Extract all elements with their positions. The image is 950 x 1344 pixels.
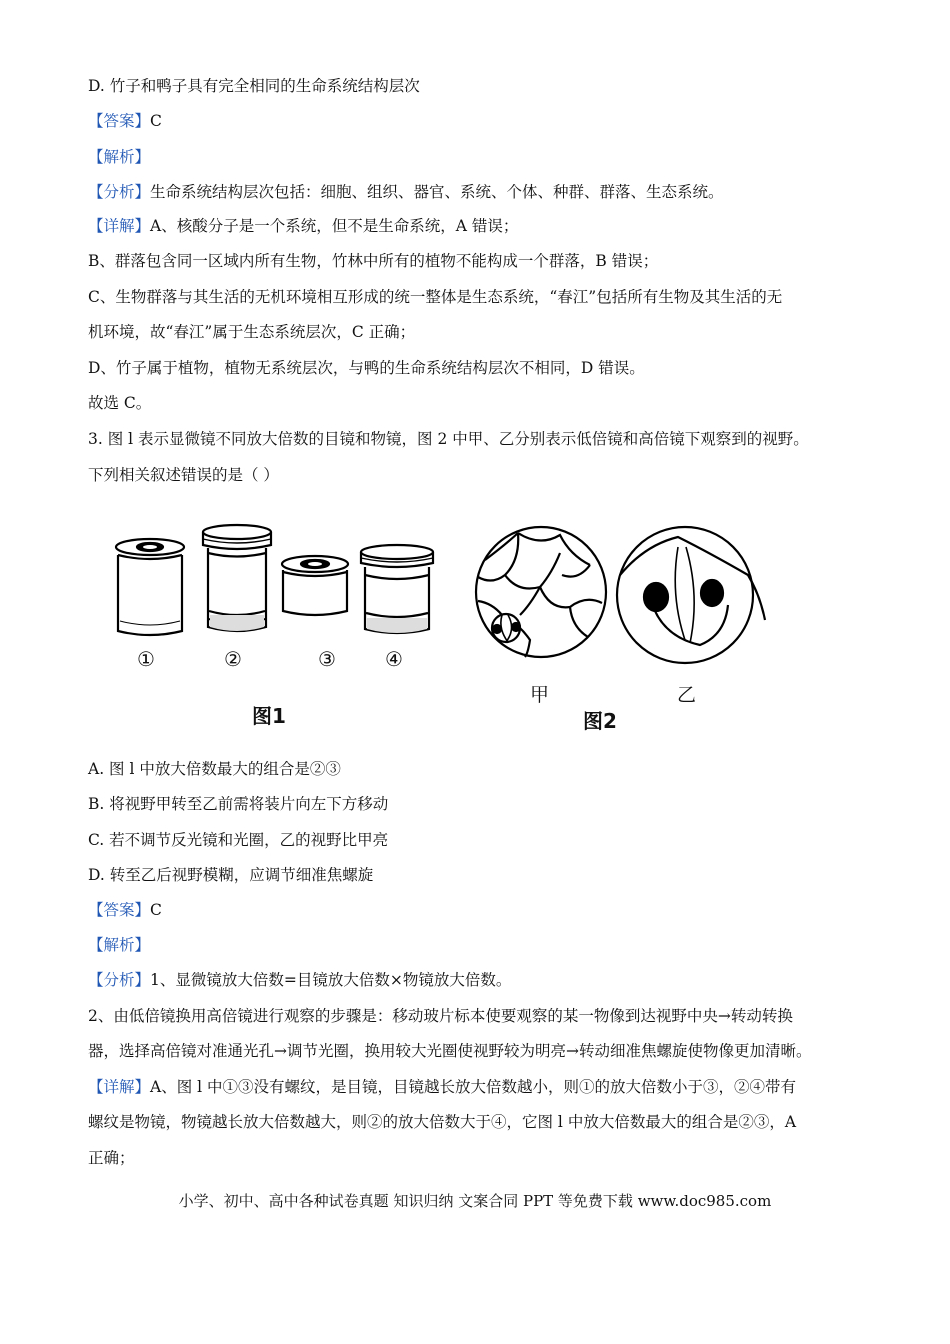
field-yi-icon (617, 527, 765, 663)
lens-1-icon (116, 539, 184, 635)
analysis-tag-2: 【解析】 (88, 936, 151, 954)
xiangjie-text: A、核酸分子是一个系统，但不是生命系统，A 错误； (150, 217, 519, 235)
figure-2-caption: 图2 (583, 709, 617, 733)
answer-line (88, 899, 162, 921)
detail-line-b: B、群落包含同一区域内所有生物，竹林中所有的植物不能构成一个群落，B 错误； (88, 252, 659, 270)
option-b: B. 将视野甲转至乙前需将装片向左下方移动 (88, 795, 389, 813)
answer-line-previous (88, 110, 162, 132)
fenxi-text-2: 1、显微镜放大倍数=目镜放大倍数×物镜放大倍数。 (150, 971, 512, 989)
answer-value: C (150, 112, 162, 130)
detail-line-a (88, 215, 518, 237)
label-lens-4: ④ (385, 647, 403, 671)
xiangjie-text-2: A、图 l 中①③没有螺纹，是目镜，目镜越长放大倍数越小，则①的放大倍数小于③，②④带有 (150, 1078, 797, 1096)
analysis-heading-2 (88, 934, 150, 956)
detail-2-line-1 (88, 1076, 796, 1098)
question-3-line2: 下列相关叙述错误的是（ ） (88, 466, 279, 484)
fenxi-tag: 【分析】 (88, 183, 151, 201)
field-jia-icon (476, 527, 606, 657)
page-footer: 小学、初中、高中各种试卷真题 知识归纳 文案合同 PPT 等免费下载 www.doc985.com (178, 1192, 772, 1210)
fenxi-tag-2: 【分析】 (88, 971, 151, 989)
analysis-heading (88, 146, 150, 168)
lens-4-icon (361, 545, 433, 633)
option-d-previous: D. 竹子和鸭子具有完全相同的生命系统结构层次 (88, 77, 420, 95)
figure-drawing (100, 515, 880, 740)
step-line-2: 器，选择高倍镜对准通光孔→调节光圈，换用较大光圈使视野较为明亮→转动细准焦螺旋使物像更加清晰。 (88, 1042, 812, 1060)
figure-1-caption: 图1 (252, 704, 286, 728)
option-d: D. 转至乙后视野模糊，应调节细准焦螺旋 (88, 866, 374, 884)
xiangjie-tag-2: 【详解】 (88, 1078, 151, 1096)
option-a: A. 图 l 中放大倍数最大的组合是②③ (88, 760, 341, 778)
field-yi-label: 乙 (677, 684, 697, 706)
detail-2-line-3: 正确； (88, 1149, 135, 1167)
label-lens-3: ③ (318, 647, 336, 671)
fenxi-text: 生命系统结构层次包括：细胞、组织、器官、系统、个体、种群、群落、生态系统。 (150, 183, 724, 201)
answer-value-2: C (150, 901, 162, 919)
detail-line-d: D、竹子属于植物，植物无系统层次，与鸭的生命系统结构层次不相同，D 错误。 (88, 359, 645, 377)
analysis-line (88, 181, 724, 203)
label-lens-1: ① (137, 647, 155, 671)
field-jia-label: 甲 (530, 684, 550, 706)
conclusion-line: 故选 C。 (88, 394, 152, 412)
detail-line-c2: 机环境，故“春江”属于生态系统层次，C 正确； (88, 323, 416, 341)
microscope-figure (100, 515, 880, 740)
answer-tag: 【答案】 (88, 112, 151, 130)
analysis-tag: 【解析】 (88, 148, 151, 166)
step-line-1: 2、由低倍镜换用高倍镜进行观察的步骤是：移动玻片标本使要观察的某一物像到达视野中央→转动转换 (88, 1007, 793, 1025)
detail-2-line-2: 螺纹是物镜，物镜越长放大倍数越大，则②的放大倍数大于④，它图 l 中放大倍数最大的组合是②③，A (88, 1113, 797, 1131)
answer-tag-2: 【答案】 (88, 901, 151, 919)
option-c: C. 若不调节反光镜和光圈，乙的视野比甲亮 (88, 831, 389, 849)
question-3-line1: 3. 图 l 表示显微镜不同放大倍数的目镜和物镜，图 2 中甲、乙分别表示低倍镜和高倍镜下观察到的视野。 (88, 430, 809, 448)
xiangjie-tag: 【详解】 (88, 217, 151, 235)
detail-line-c1: C、生物群落与其生活的无机环境相互形成的统一整体是生态系统，“春江”包括所有生物及其生活的无 (88, 288, 783, 306)
label-lens-2: ② (224, 647, 242, 671)
lens-3-icon (282, 556, 348, 615)
lens-2-icon (203, 525, 271, 631)
analysis-line-2 (88, 969, 511, 991)
